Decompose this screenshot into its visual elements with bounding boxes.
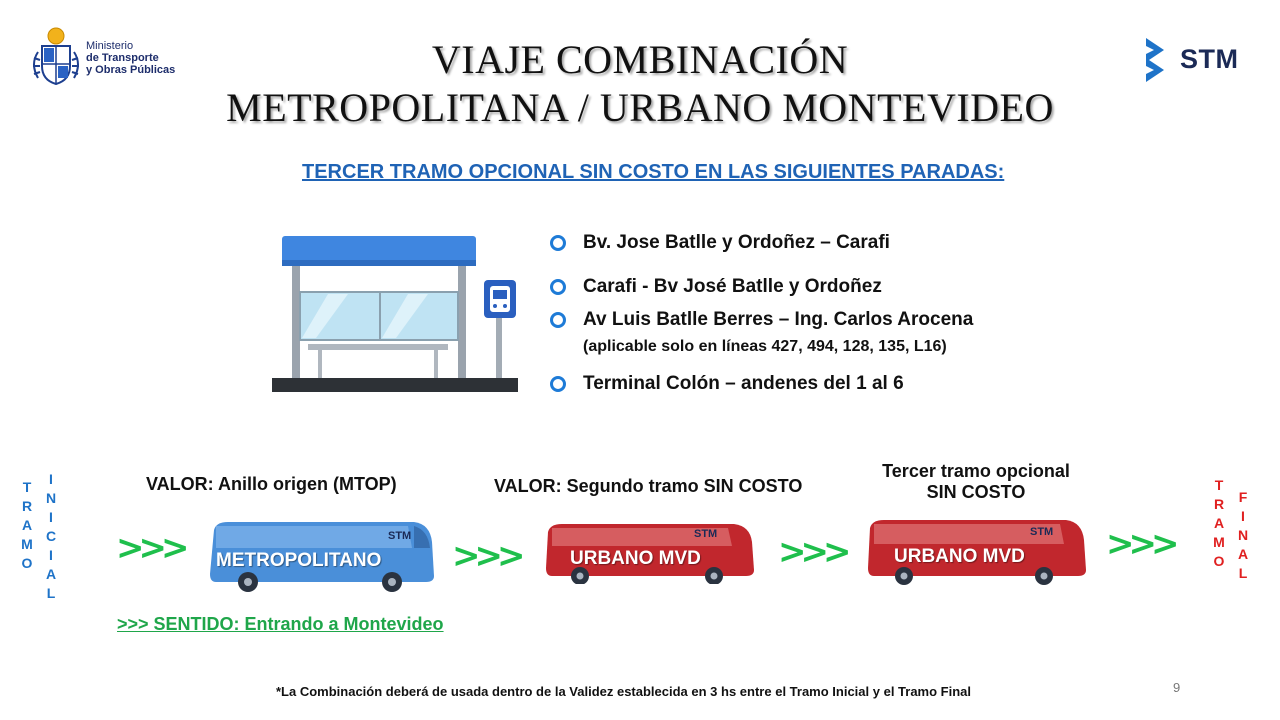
letter: L [1238,565,1248,581]
letter: L [46,585,56,601]
valor-tramo-3-line2: SIN COSTO [926,482,1026,502]
ministry-line3: y Obras Públicas [86,64,176,76]
page-number: 9 [1173,680,1181,695]
letter: N [1237,527,1249,543]
title-line-2: METROPOLITANA / URBANO MONTEVIDEO [226,85,1054,130]
tramo-inicial-word1 [20,478,34,573]
bus-stop-illustration [268,232,528,400]
letter: M [1213,534,1225,550]
letter: C [45,528,57,544]
bus-brand: STM [1030,526,1054,538]
stop-label: Carafi - Bv José Batlle y Ordoñez [583,276,882,297]
flow-arrow-4: >>> [1106,524,1174,564]
tramo-inicial-word2 [44,470,58,603]
letter: R [1213,496,1225,512]
letter: A [1213,515,1225,531]
stm-chevron-icon [1142,36,1178,84]
stop-note: (aplicable solo en líneas 427, 494, 128, 135, L16) [583,338,947,355]
coat-of-arms-icon [28,24,84,88]
stop-label: Av Luis Batlle Berres – Ing. Carlos Arocena [583,309,974,330]
letter: F [1238,489,1248,505]
bullet-icon [550,376,566,392]
letter: R [21,498,33,514]
bus-urbano-2 [866,518,1088,586]
bus-metropolitano [208,520,438,592]
bus-brand: STM [694,528,718,540]
letter: A [21,517,33,533]
letter: A [1237,546,1249,562]
bullet-icon [550,279,566,295]
letter: O [1213,553,1225,569]
letter: T [22,479,32,495]
direction-note: >>> SENTIDO: Entrando a Montevideo [117,614,444,634]
bus-stop-shelter-icon [268,232,528,400]
bullet-icon [550,312,566,328]
letter: O [21,555,33,571]
stm-logo [1142,36,1242,84]
letter: M [21,536,33,552]
bus-label-urbano: URBANO MVD [894,546,1025,567]
valor-tramo-2: VALOR: Segundo tramo SIN COSTO [494,476,803,496]
bus-label-urbano: URBANO MVD [570,548,701,569]
section-subtitle: TERCER TRAMO OPCIONAL SIN COSTO EN LAS SIGUIENTES PARADAS: [302,161,1005,183]
bullet-icon [550,235,566,251]
flow-arrow-1: >>> [116,528,184,568]
letter: I [49,509,53,525]
letter: N [45,490,57,506]
bus-label-metropolitano: METROPOLITANO [216,550,382,571]
valor-tramo-1: VALOR: Anillo origen (MTOP) [146,474,397,494]
ministry-line1: Ministerio [86,40,134,52]
flow-arrow-2: >>> [452,536,520,576]
valor-tramo-3 [866,461,1086,503]
letter: I [49,471,53,487]
tramo-final-word2 [1236,488,1250,583]
title-line-1: VIAJE COMBINACIÓN [431,37,849,82]
letter: I [49,547,53,563]
valor-tramo-3-line1: Tercer tramo opcional [882,461,1070,481]
bus-brand: STM [388,530,412,542]
page-title [140,36,1140,132]
letter: A [45,566,57,582]
letter: T [1214,477,1224,493]
footnote: *La Combinación deberá de usada dentro de la Validez establecida en 3 hs entre el Tramo Inicial y el Tramo Final [276,684,972,699]
ministry-line2: de Transporte [86,52,159,64]
stop-label: Terminal Colón – andenes del 1 al 6 [583,373,904,394]
letter: I [1241,508,1245,524]
flow-arrow-3: >>> [778,532,846,572]
stop-label: Bv. Jose Batlle y Ordoñez – Carafi [583,232,890,253]
tramo-final-word1 [1212,476,1226,571]
bus-urbano-1 [544,522,756,584]
stm-logo-text: STM [1180,44,1239,74]
